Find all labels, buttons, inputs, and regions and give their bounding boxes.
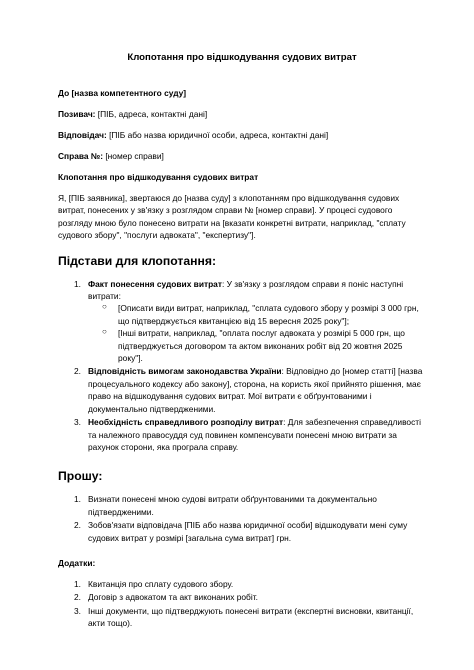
attachment-item-3 (58, 605, 426, 630)
defendant-label: Відповідач: (58, 130, 107, 140)
request-number: 1. (74, 494, 81, 505)
plaintiff-line (58, 108, 426, 120)
attachment-text: Інші документи, що підтверджують понесені витрати (експертні висновки, квитанції, акти тощо). (88, 605, 414, 629)
ground-number: 1. (74, 278, 81, 289)
bullet-icon: ○ (102, 327, 107, 337)
ground-number: 3. (74, 417, 81, 428)
ground-item-3 (58, 416, 426, 453)
ground-text: : Відповідно до [номер статті] [назва процесуального кодексу або закону], сторона, на користь якої прийнято рішення, має право на відшкодування судових витрат. Мої витрати є обґрунтованими і документально підтвердженими. (88, 366, 423, 414)
case-label: Справа №: (58, 151, 104, 161)
intro-paragraph: Я, [ПІБ заявника], звертаюся до [назва суду] з клопотанням про відшкодування судових витрат, понесених у зв'язку з розглядом справи № [номер справи]. У процесі судового розгляду мною було понесено витрати на [вказати конкретні витрати, наприклад, "сплату судового збору", "послуги адвоката", "експертизу"]. (58, 193, 406, 241)
request-text: Зобов'язати відповідача [ПІБ або назва юридичної особи] відшкодувати мені суму судових витрат у розмірі [загальна сума витрат] грн. (88, 520, 408, 543)
defendant-line (58, 129, 426, 141)
court-line (58, 87, 426, 99)
defendant-value: [ПІБ або назва юридичної особи, адреса, контактні дані] (106, 130, 329, 140)
ground-text: : Для забезпечення справедливості та належного правосуддя суд повинен компенсувати понесені мною витрати за рахунок сторони, яка програла справу. (88, 417, 421, 452)
request-text: Визнати понесені мною судові витрати обґрунтованими та документально підтвердженими. (88, 494, 377, 517)
request-heading: Прошу: (58, 469, 103, 484)
ground-title: Факт понесення судових витрат (88, 278, 222, 289)
ground-item-1 (58, 278, 426, 365)
attachments-list (58, 578, 426, 630)
attachment-item-1 (58, 578, 426, 590)
case-value: [номер справи] (103, 151, 164, 161)
grounds-list (58, 278, 426, 454)
expense-sublist (88, 302, 426, 364)
expense-item-2 (88, 327, 426, 364)
attachment-text: Квитанція про сплату судового збору. (88, 578, 234, 589)
expense-text: [Описати види витрат, наприклад, "сплата судового збору у розмірі 3 000 грн, що підтверджується квитанцією від 15 вересня 2025 року"]; (118, 303, 419, 326)
attachments-heading: Додатки: (58, 557, 96, 568)
request-list (58, 493, 426, 544)
grounds-heading: Підстави для клопотання: (58, 253, 217, 268)
subject-line (58, 171, 426, 183)
ground-title: Відповідність вимогам законодавства України (88, 366, 282, 377)
document-title: Клопотання про відшкодування судових витрат (127, 52, 357, 63)
ground-item-2 (58, 365, 426, 415)
expense-text: [Інші витрати, наприклад, "оплата послуг адвоката у розмірі 5 000 грн, що підтверджується договором та актом виконаних робіт від 20 жовтня 2025 року"]. (118, 328, 405, 364)
subject: Клопотання про відшкодування судових витрат (58, 172, 259, 182)
ground-text: : У зв'язку з розглядом справи я поніс наступні витрати: (88, 278, 404, 302)
bullet-icon: ○ (102, 302, 107, 312)
expense-item-1 (88, 302, 426, 327)
court-label: До [назва компетентного суду] (58, 88, 187, 98)
ground-number: 2. (74, 366, 81, 377)
request-number: 2. (74, 520, 81, 531)
request-item-1 (58, 493, 426, 518)
attachment-number: 1. (74, 578, 81, 589)
attachment-item-2 (58, 591, 426, 603)
attachment-text: Договір з адвокатом та акт виконаних робіт. (88, 592, 258, 603)
case-line (58, 150, 426, 162)
attachment-number: 2. (74, 592, 81, 603)
plaintiff-value: [ПІБ, адреса, контактні дані] (95, 109, 208, 119)
request-item-2 (58, 519, 426, 544)
ground-title: Необхідність справедливого розподілу витрат (88, 417, 284, 428)
attachment-number: 3. (74, 605, 81, 616)
plaintiff-label: Позивач: (58, 109, 96, 119)
